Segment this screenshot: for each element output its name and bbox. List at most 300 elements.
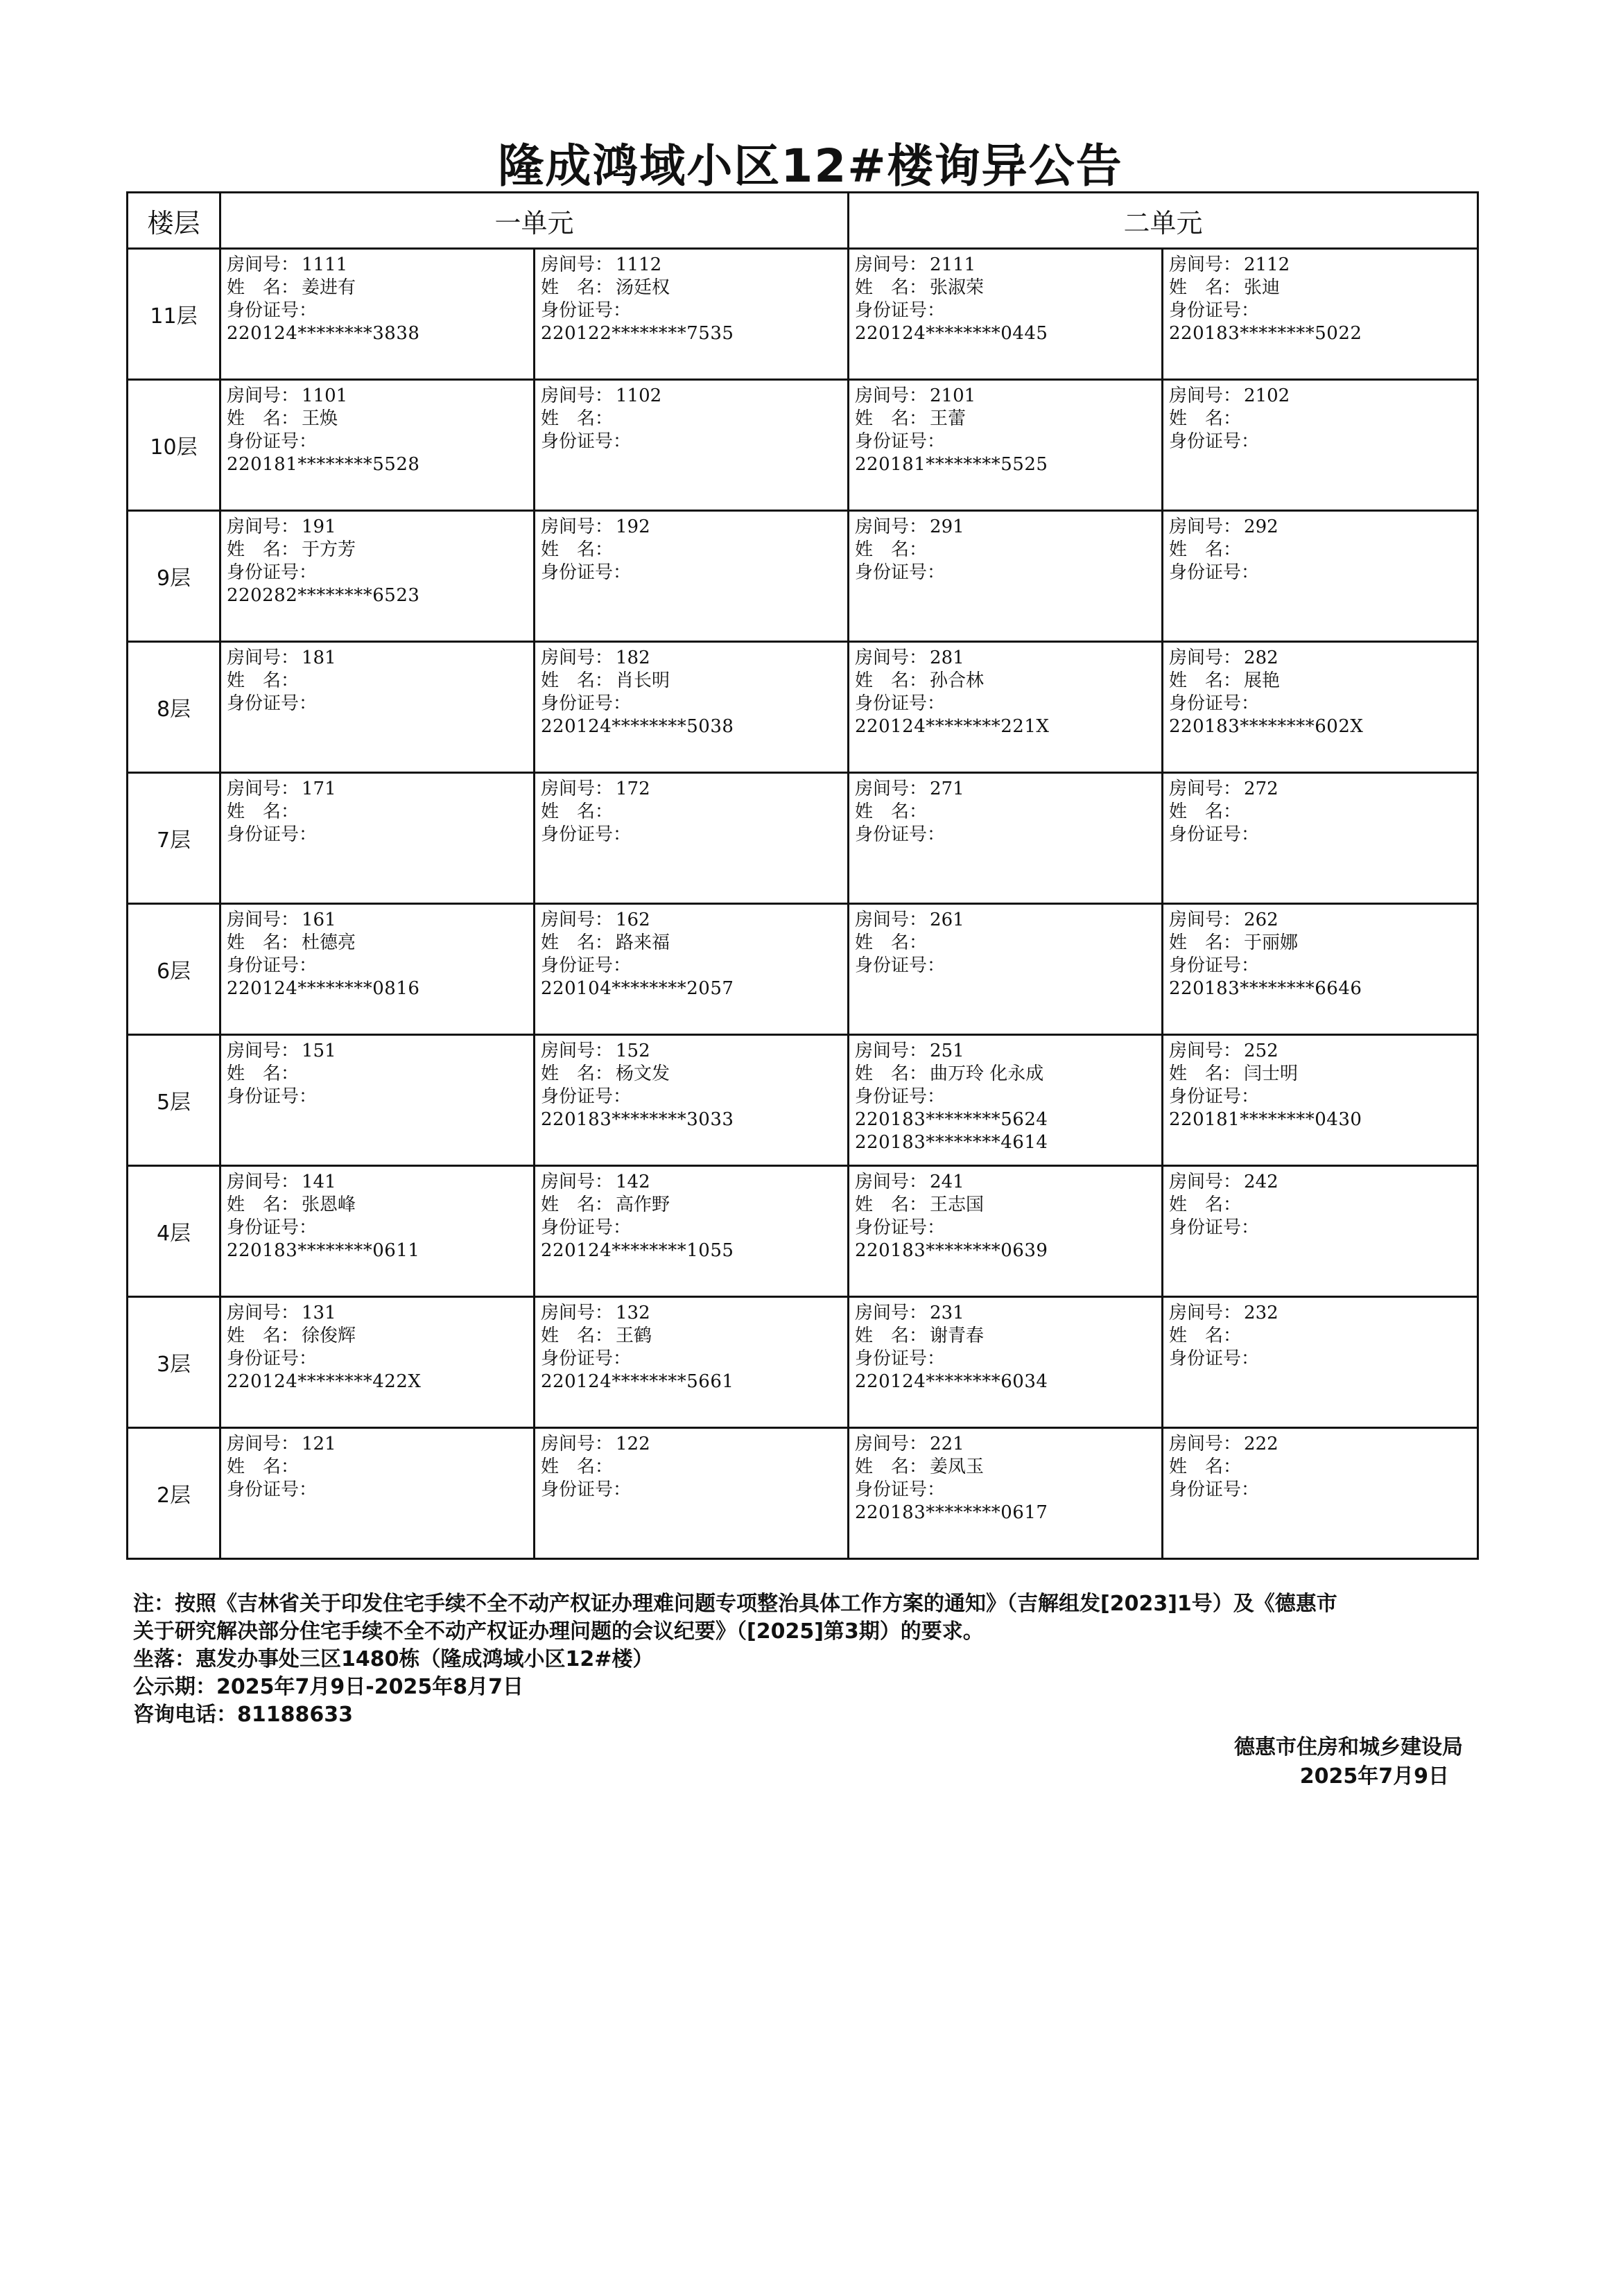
room-number-line (1169, 909, 1470, 932)
room-info (849, 774, 1161, 846)
id-number: 220183********5624 (855, 1109, 1048, 1130)
owner-name-line (855, 670, 1154, 693)
owner-name-line (541, 539, 840, 562)
owner-name-label: 姓 名： (1169, 1194, 1242, 1215)
room-info (221, 1429, 533, 1502)
unit1-header: 一单元 (220, 193, 849, 249)
room-cell (220, 1166, 535, 1297)
room-info (849, 643, 1161, 738)
owner-name: 杜德亮 (302, 932, 356, 953)
room-cell (535, 642, 849, 773)
room-number-label: 房间号： (855, 647, 928, 668)
room-number-label: 房间号： (1169, 254, 1242, 275)
room-cell (535, 1297, 849, 1428)
room-number: 2112 (1244, 254, 1290, 275)
owner-name: 路来福 (616, 932, 670, 953)
room-number-line (1169, 385, 1470, 408)
id-number: 220181********0430 (1169, 1109, 1362, 1130)
room-number-label: 房间号： (227, 385, 300, 406)
room-number: 252 (1244, 1041, 1278, 1061)
room-info (535, 1036, 847, 1131)
owner-name-label: 姓 名： (855, 277, 928, 298)
room-cell (220, 904, 535, 1035)
room-cell (849, 1166, 1163, 1297)
owner-name-line (227, 801, 526, 824)
owner-name-label: 姓 名： (541, 932, 614, 953)
room-number-line (1169, 1171, 1470, 1194)
floor-label: 3层 (128, 1297, 220, 1428)
room-number-label: 房间号： (541, 910, 614, 930)
owner-name: 曲万玲 化永成 (930, 1063, 1044, 1084)
table-body (128, 249, 1478, 1559)
room-number: 1101 (302, 385, 348, 406)
room-number: 142 (616, 1172, 650, 1192)
id-number-label: 身份证号： (1169, 1348, 1260, 1369)
room-number-label: 房间号： (1169, 516, 1242, 537)
id-number-label: 身份证号： (227, 431, 318, 452)
room-number: 271 (930, 779, 964, 799)
owner-name-label: 姓 名： (1169, 277, 1242, 298)
table-row (128, 380, 1478, 511)
owner-name-label: 姓 名： (1169, 801, 1242, 822)
room-info (221, 1036, 533, 1108)
owner-name: 高作野 (616, 1194, 670, 1215)
room-number: 152 (616, 1041, 650, 1061)
room-cell (1163, 511, 1478, 642)
room-cell (220, 642, 535, 773)
table-row (128, 511, 1478, 642)
phone-line: 咨询电话：81188633 (133, 1703, 353, 1727)
owner-name-label: 姓 名： (227, 277, 300, 298)
room-number-label: 房间号： (541, 1041, 614, 1061)
room-number-line (855, 1302, 1154, 1325)
room-number-label: 房间号： (541, 647, 614, 668)
room-number-label: 房间号： (855, 910, 928, 930)
room-number-label: 房间号： (227, 1434, 300, 1454)
id-number-label: 身份证号： (855, 1217, 946, 1238)
room-number: 2101 (930, 385, 976, 406)
owner-name: 于方芳 (302, 539, 356, 560)
room-info (535, 643, 847, 738)
room-info (1163, 774, 1477, 846)
owner-name-line (855, 1194, 1154, 1217)
owner-name-label: 姓 名： (541, 408, 614, 429)
room-number: 131 (302, 1303, 336, 1323)
owner-name-line (227, 408, 526, 430)
owner-name-line (1169, 539, 1470, 562)
owner-name-line (855, 1063, 1154, 1086)
room-number-line (1169, 1040, 1470, 1063)
room-number: 272 (1244, 779, 1278, 799)
floor-header: 楼层 (128, 193, 220, 249)
owner-name-label: 姓 名： (227, 1194, 300, 1215)
room-number: 282 (1244, 647, 1278, 668)
issuing-org: 德惠市住房和城乡建设局 (1234, 1735, 1463, 1759)
room-number-label: 房间号： (1169, 385, 1242, 406)
issue-date: 2025年7月9日 (1299, 1764, 1449, 1789)
id-number: 220183********0617 (855, 1502, 1048, 1523)
owner-name: 张迪 (1244, 277, 1281, 298)
owner-name-label: 姓 名： (227, 670, 300, 691)
note-line-2: 关于研究解决部分住宅手续不全不动产权证办理问题的会议纪要》（[2025]第3期）的要求。 (133, 1619, 984, 1644)
id-number: 220183********0611 (227, 1240, 420, 1261)
room-cell (1163, 1297, 1478, 1428)
room-number: 221 (930, 1434, 964, 1454)
id-number: 220124********3838 (227, 323, 420, 344)
id-number-label: 身份证号： (1169, 300, 1260, 321)
id-number: 220183********6646 (1169, 978, 1362, 999)
room-number-line (1169, 516, 1470, 539)
owner-name-label: 姓 名： (1169, 1456, 1242, 1477)
room-number-line (1169, 1302, 1470, 1325)
room-number-line (541, 1433, 840, 1456)
owner-name-label: 姓 名： (227, 932, 300, 953)
room-number: 1112 (616, 254, 662, 275)
room-number-line (541, 516, 840, 539)
room-number: 171 (302, 779, 336, 799)
room-number-label: 房间号： (227, 1172, 300, 1192)
owner-name-label: 姓 名： (1169, 670, 1242, 691)
room-info (535, 250, 847, 345)
room-number-line (855, 778, 1154, 801)
owner-name-line (541, 1456, 840, 1479)
owner-name-line (541, 670, 840, 693)
room-number: 241 (930, 1172, 964, 1192)
owner-name-line (855, 1325, 1154, 1348)
owner-name-line (227, 1325, 526, 1348)
id-number: 220124********1055 (541, 1240, 734, 1261)
room-number-line (1169, 647, 1470, 670)
owner-name-label: 姓 名： (541, 277, 614, 298)
room-cell (1163, 1166, 1478, 1297)
id-number-label: 身份证号： (1169, 824, 1260, 845)
room-number-label: 房间号： (1169, 779, 1242, 799)
owner-name-line (541, 1325, 840, 1348)
id-number: 220122********7535 (541, 323, 734, 344)
owner-name-line (855, 801, 1154, 824)
owner-name-label: 姓 名： (541, 1194, 614, 1215)
id-number: 220124********422X (227, 1371, 422, 1392)
room-number-line (227, 1171, 526, 1194)
room-info (535, 774, 847, 846)
id-number-label: 身份证号： (855, 693, 946, 714)
room-info (535, 1429, 847, 1502)
room-number: 242 (1244, 1172, 1278, 1192)
room-cell (535, 1035, 849, 1166)
id-number-label: 身份证号： (227, 562, 318, 583)
owner-name-line (227, 1063, 526, 1086)
owner-name: 谢青春 (930, 1325, 985, 1346)
id-number: 220104********2057 (541, 978, 734, 999)
room-info (221, 250, 533, 345)
room-number-label: 房间号： (227, 1303, 300, 1323)
room-number-line (227, 1302, 526, 1325)
owner-name-label: 姓 名： (855, 932, 928, 953)
room-cell (220, 1035, 535, 1166)
id-number-label: 身份证号： (541, 1348, 632, 1369)
owner-name-line (541, 801, 840, 824)
room-info (221, 643, 533, 715)
owner-name-line (1169, 932, 1470, 955)
table-row (128, 249, 1478, 380)
room-number-label: 房间号： (1169, 647, 1242, 668)
owner-name-label: 姓 名： (227, 801, 300, 822)
id-number-label: 身份证号： (855, 824, 946, 845)
owner-name: 展艳 (1244, 670, 1281, 691)
location-line: 坐落：惠发办事处三区1480栋（隆成鸿域小区12#楼） (133, 1647, 654, 1671)
room-number-label: 房间号： (541, 779, 614, 799)
room-info (221, 381, 533, 476)
owner-name-label: 姓 名： (227, 539, 300, 560)
owner-name: 王鹤 (616, 1325, 652, 1346)
owner-name-label: 姓 名： (541, 670, 614, 691)
owner-name-label: 姓 名： (227, 408, 300, 429)
owner-name-line (855, 932, 1154, 955)
room-cell (535, 773, 849, 904)
room-number-label: 房间号： (855, 779, 928, 799)
room-number: 191 (302, 516, 336, 537)
room-number-line (541, 909, 840, 932)
owner-name-label: 姓 名： (541, 1456, 614, 1477)
floor-label: 8层 (128, 642, 220, 773)
table-row (128, 642, 1478, 773)
owner-name-label: 姓 名： (855, 801, 928, 822)
owner-name-label: 姓 名： (541, 539, 614, 560)
room-cell (1163, 642, 1478, 773)
id-number-label: 身份证号： (227, 1348, 318, 1369)
owner-name-line (541, 277, 840, 299)
owner-name-label: 姓 名： (227, 1325, 300, 1346)
room-number-line (541, 254, 840, 277)
owner-name: 汤廷权 (616, 277, 670, 298)
room-cell (535, 380, 849, 511)
room-number: 151 (302, 1041, 336, 1061)
owner-name-label: 姓 名： (227, 1456, 300, 1477)
room-cell (849, 773, 1163, 904)
owner-name: 杨文发 (616, 1063, 670, 1084)
room-number-label: 房间号： (227, 910, 300, 930)
id-number-label: 身份证号： (541, 693, 632, 714)
floor-label: 7层 (128, 773, 220, 904)
id-number-label: 身份证号： (855, 955, 946, 976)
owner-name-label: 姓 名： (1169, 539, 1242, 560)
room-info (1163, 1429, 1477, 1502)
room-number: 162 (616, 910, 650, 930)
room-info (1163, 1298, 1477, 1371)
owner-name-line (1169, 1063, 1470, 1086)
room-number-line (227, 516, 526, 539)
room-number-label: 房间号： (1169, 1172, 1242, 1192)
owner-name-line (855, 277, 1154, 299)
room-number-label: 房间号： (1169, 910, 1242, 930)
id-number-label: 身份证号： (1169, 562, 1260, 583)
room-number: 132 (616, 1303, 650, 1323)
table-row (128, 904, 1478, 1035)
id-number-label: 身份证号： (1169, 955, 1260, 976)
room-cell (1163, 773, 1478, 904)
owner-name-line (541, 1194, 840, 1217)
room-cell (220, 1297, 535, 1428)
owner-name: 孙合林 (930, 670, 985, 691)
room-number-label: 房间号： (855, 254, 928, 275)
owner-name-line (1169, 408, 1470, 430)
room-number-label: 房间号： (855, 1434, 928, 1454)
room-number: 262 (1244, 910, 1278, 930)
room-number-line (1169, 1433, 1470, 1456)
room-info (221, 774, 533, 846)
room-number-label: 房间号： (855, 1303, 928, 1323)
room-number-label: 房间号： (855, 516, 928, 537)
room-info (1163, 643, 1477, 738)
owner-name-line (1169, 1456, 1470, 1479)
room-number-label: 房间号： (855, 385, 928, 406)
room-info (849, 1167, 1161, 1262)
id-number-label: 身份证号： (1169, 1479, 1260, 1500)
room-number-line (227, 909, 526, 932)
room-number-line (541, 647, 840, 670)
owner-name: 王焕 (302, 408, 338, 429)
owner-name-label: 姓 名： (855, 1194, 928, 1215)
room-cell (535, 249, 849, 380)
room-cell (1163, 904, 1478, 1035)
floor-label: 4层 (128, 1166, 220, 1297)
room-number-label: 房间号： (227, 254, 300, 275)
room-cell (220, 1428, 535, 1559)
room-number-line (541, 1302, 840, 1325)
owner-name-line (227, 1194, 526, 1217)
id-number: 220183********3033 (541, 1109, 734, 1130)
owner-name: 姜凤玉 (930, 1456, 985, 1477)
room-cell (849, 904, 1163, 1035)
room-number-label: 房间号： (541, 254, 614, 275)
room-number-line (855, 516, 1154, 539)
room-info (849, 250, 1161, 345)
owner-name: 王蕾 (930, 408, 966, 429)
room-cell (535, 1428, 849, 1559)
owner-name-label: 姓 名： (855, 1456, 928, 1477)
room-number-label: 房间号： (541, 1434, 614, 1454)
room-cell (1163, 249, 1478, 380)
owner-name-line (1169, 1325, 1470, 1348)
room-number: 291 (930, 516, 964, 537)
room-number-line (541, 1171, 840, 1194)
owner-name-label: 姓 名： (855, 1063, 928, 1084)
id-number-label: 身份证号： (855, 562, 946, 583)
notice-title: 隆成鸿域小区12#楼询异公告 (498, 139, 1123, 193)
id-number-label: 身份证号： (855, 431, 946, 452)
room-number-line (541, 1040, 840, 1063)
room-info (1163, 1036, 1477, 1131)
room-number: 292 (1244, 516, 1278, 537)
id-number-label: 身份证号： (1169, 431, 1260, 452)
owner-name-label: 姓 名： (541, 1063, 614, 1084)
table-row (128, 1166, 1478, 1297)
id-number: 220181********5528 (227, 454, 420, 475)
owner-name: 王志国 (930, 1194, 985, 1215)
room-cell (535, 511, 849, 642)
notes-section (133, 1590, 1478, 1729)
room-number-label: 房间号： (227, 516, 300, 537)
room-cell (220, 249, 535, 380)
owner-name: 于丽娜 (1244, 932, 1299, 953)
room-info (849, 1036, 1161, 1154)
room-cell (849, 1297, 1163, 1428)
room-cell (535, 904, 849, 1035)
id-number-label: 身份证号： (541, 1217, 632, 1238)
period-line: 公示期：2025年7月9日-2025年8月7日 (133, 1675, 523, 1699)
room-number: 261 (930, 910, 964, 930)
owner-name-line (227, 932, 526, 955)
table-row (128, 773, 1478, 904)
room-number-line (227, 385, 526, 408)
id-number: 220183********602X (1169, 716, 1364, 737)
owner-table (126, 191, 1479, 1560)
room-cell (849, 380, 1163, 511)
room-number-label: 房间号： (227, 1041, 300, 1061)
room-number-line (855, 254, 1154, 277)
owner-name-line (1169, 277, 1470, 299)
id-number-label: 身份证号： (855, 1086, 946, 1107)
id-number-label: 身份证号： (227, 1217, 318, 1238)
room-number-line (227, 647, 526, 670)
room-number: 2102 (1244, 385, 1290, 406)
room-number-label: 房间号： (541, 516, 614, 537)
room-info (535, 905, 847, 1000)
owner-name-line (1169, 801, 1470, 824)
owner-name-label: 姓 名： (1169, 1063, 1242, 1084)
id-number: 220124********5038 (541, 716, 734, 737)
owner-name-line (227, 539, 526, 562)
room-info (849, 381, 1161, 476)
room-number: 1102 (616, 385, 662, 406)
room-number: 172 (616, 779, 650, 799)
owner-name-line (1169, 670, 1470, 693)
room-number-line (855, 909, 1154, 932)
id-number-label: 身份证号： (227, 693, 318, 714)
id-number-label: 身份证号： (541, 562, 632, 583)
table-row (128, 1428, 1478, 1559)
room-number-label: 房间号： (227, 647, 300, 668)
room-info (535, 1167, 847, 1262)
room-number: 231 (930, 1303, 964, 1323)
room-number-label: 房间号： (855, 1172, 928, 1192)
id-number: 220282********6523 (227, 585, 420, 606)
owner-name-line (855, 1456, 1154, 1479)
room-number: 192 (616, 516, 650, 537)
owner-name-label: 姓 名： (855, 1325, 928, 1346)
owner-name: 徐俊辉 (302, 1325, 356, 1346)
room-number-line (1169, 778, 1470, 801)
owner-name-line (227, 670, 526, 693)
room-info (1163, 250, 1477, 345)
room-number: 161 (302, 910, 336, 930)
id-number-label: 身份证号： (227, 955, 318, 976)
room-number-line (855, 385, 1154, 408)
room-number: 182 (616, 647, 650, 668)
room-cell (1163, 1428, 1478, 1559)
id-number-label: 身份证号： (227, 1086, 318, 1107)
room-number-label: 房间号： (1169, 1303, 1242, 1323)
room-cell (535, 1166, 849, 1297)
id-number-label: 身份证号： (541, 300, 632, 321)
room-cell (220, 511, 535, 642)
id-number-label: 身份证号： (855, 1479, 946, 1500)
id-number: 220183********0639 (855, 1240, 1048, 1261)
id-number-label: 身份证号： (1169, 1217, 1260, 1238)
room-number-label: 房间号： (541, 385, 614, 406)
table-row (128, 1297, 1478, 1428)
owner-name-line (855, 408, 1154, 430)
